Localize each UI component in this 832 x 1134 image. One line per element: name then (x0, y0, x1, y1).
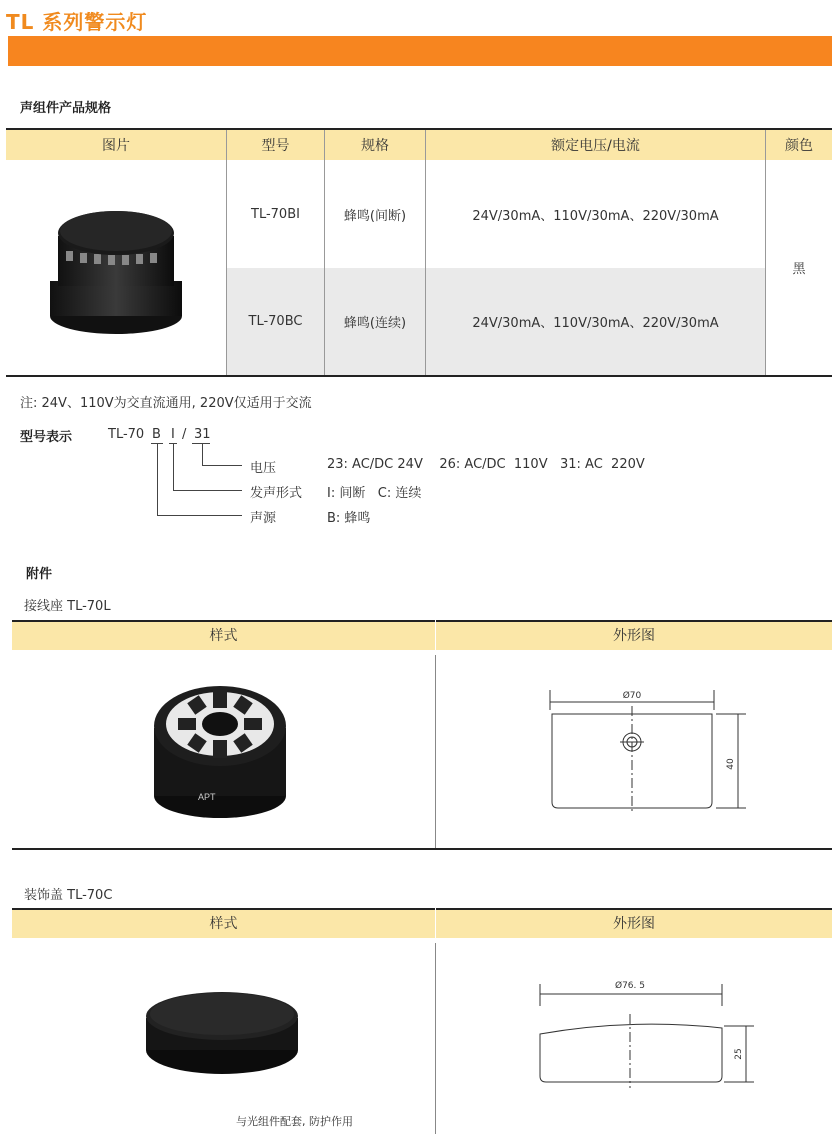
cover-image (140, 980, 305, 1080)
voltage-cell: 24V/30mA、110V/30mA、220V/30mA (426, 160, 766, 268)
orange-banner (8, 36, 832, 66)
cover-dim-height: 25 (734, 1048, 744, 1060)
code-line-sound-desc: I: 间断 C: 连续 (327, 486, 422, 501)
base-outline-drawing (540, 680, 750, 815)
code-line-sound-name: 发声形式 (250, 486, 303, 501)
code-prefix: TL-70 (108, 427, 145, 442)
code-line-source-name: 声源 (250, 511, 277, 526)
voltage-cell: 24V/30mA、110V/30mA、220V/30mA (426, 268, 766, 376)
accessories-title: 附件 (26, 567, 53, 582)
col-header-model: 型号 (227, 129, 325, 160)
code-b: B (152, 427, 161, 442)
col-header-voltage: 额定电压/电流 (426, 129, 766, 160)
col-header-spec: 规格 (325, 129, 426, 160)
base-col-drawing: 外形图 (436, 620, 832, 650)
buzzer-image (36, 181, 196, 351)
col-header-color: 颜色 (766, 129, 832, 160)
cover-dim-diameter: Ø76. 5 (615, 981, 645, 991)
page-title: TL 系列警示灯 (6, 10, 148, 34)
spec-table-header (6, 129, 832, 160)
cover-outline-drawing (530, 972, 760, 1092)
base-dim-diameter: Ø70 (622, 691, 642, 701)
code-line-voltage-name: 电压 (250, 461, 277, 476)
brand-text: APT (198, 792, 216, 802)
model-cell: TL-70BI (227, 160, 325, 268)
cover-col-drawing: 外形图 (436, 908, 832, 938)
note-text: 注: 24V、110V为交直流通用, 220V仅适用于交流 (20, 396, 312, 411)
model-cell: TL-70BC (227, 268, 325, 376)
spec-table (6, 128, 832, 377)
spec-section-title: 声组件产品规格 (20, 101, 112, 116)
code-line-voltage-desc: 23: AC/DC 24V 26: AC/DC 110V 31: AC 220V (327, 457, 645, 472)
base-image (140, 668, 300, 828)
col-header-image: 图片 (6, 129, 227, 160)
code-31: 31 (194, 427, 211, 442)
color-cell: 黑 (766, 160, 832, 376)
cover-label: 装饰盖 TL-70C (24, 888, 113, 903)
base-col-style: 样式 (12, 620, 435, 650)
base-label: 接线座 TL-70L (24, 599, 111, 614)
model-code-label: 型号表示 (20, 430, 73, 445)
spec-cell: 蜂鸣(连续) (325, 268, 426, 376)
base-dim-height: 40 (726, 758, 736, 770)
code-sep: / (182, 427, 187, 442)
cover-col-style: 样式 (12, 908, 435, 938)
code-line-source-desc: B: 蜂鸣 (327, 511, 371, 526)
table-row (6, 160, 832, 268)
product-image-cell (6, 160, 227, 376)
cover-caption: 与光组件配套, 防护作用 (236, 1115, 353, 1128)
spec-cell: 蜂鸣(间断) (325, 160, 426, 268)
code-i: I (171, 427, 175, 442)
